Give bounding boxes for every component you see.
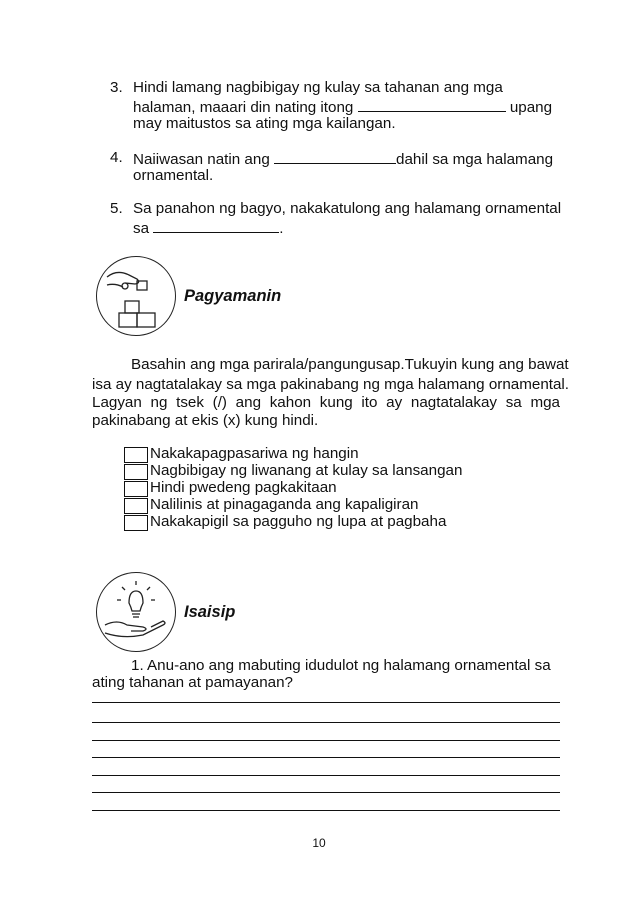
checklist-item: Nakakapigil sa pagguho ng lupa at pagbaha <box>150 513 447 530</box>
question-text: ornamental. <box>133 167 214 184</box>
question-text: sa . <box>133 220 284 237</box>
answer-line[interactable] <box>92 740 560 741</box>
instruction-line: Basahin ang mga parirala/pangungusap.Tukuyin kung ang bawat <box>131 356 569 373</box>
answer-blank[interactable] <box>274 149 396 164</box>
blocks-illustration <box>97 257 175 335</box>
instruction-line: pakinabang at ekis (x) kung hindi. <box>92 412 319 429</box>
reflection-question: ating tahanan at pamayanan? <box>92 674 293 691</box>
answer-blank[interactable] <box>358 97 506 112</box>
lightbulb-illustration <box>97 573 175 651</box>
section-title-pagyamanin: Pagyamanin <box>184 287 282 305</box>
answer-line[interactable] <box>92 775 560 776</box>
answer-checkbox[interactable] <box>124 515 148 531</box>
checklist-item: Hindi pwedeng pagkakitaan <box>150 479 337 496</box>
checklist-item: Nalilinis at pinagaganda ang kapaligiran <box>150 496 419 513</box>
checklist-item: Nakakapagpasariwa ng hangin <box>150 445 359 462</box>
question-number: 3. <box>110 79 123 96</box>
question-text: may maitustos sa ating mga kailangan. <box>133 115 396 132</box>
question-text: halaman, maaari din nating itong upang <box>133 99 553 116</box>
hand-stacking-blocks-icon <box>96 256 176 336</box>
checklist-item: Nagbibigay ng liwanang at kulay sa lansangan <box>150 462 463 479</box>
answer-blank[interactable] <box>153 218 279 233</box>
question-number: 5. <box>110 200 123 217</box>
question-number: 4. <box>110 149 123 166</box>
answer-line[interactable] <box>92 702 560 703</box>
answer-checkbox[interactable] <box>124 481 148 497</box>
answer-line[interactable] <box>92 810 560 811</box>
answer-line[interactable] <box>92 757 560 758</box>
question-text: Hindi lamang nagbibigay ng kulay sa tahanan ang mga <box>133 79 503 96</box>
question-text: Sa panahon ng bagyo, nakakatulong ang halamang ornamental <box>133 200 562 217</box>
answer-line[interactable] <box>92 792 560 793</box>
question-text: Naiiwasan natin ang dahil sa mga halamang <box>133 151 554 168</box>
answer-checkbox[interactable] <box>124 464 148 480</box>
hand-holding-lightbulb-icon <box>96 572 176 652</box>
reflection-question: 1. Anu-ano ang mabuting idudulot ng halamang ornamental sa <box>131 657 551 674</box>
answer-checkbox[interactable] <box>124 498 148 514</box>
instruction-line: isa ay nagtatalakay sa mga pakinabang ng mga halamang ornamental. <box>92 376 570 393</box>
answer-checkbox[interactable] <box>124 447 148 463</box>
section-title-isaisip: Isaisip <box>184 603 236 621</box>
answer-line[interactable] <box>92 722 560 723</box>
instruction-line: Lagyan ng tsek (/) ang kahon kung ito ay nagtatalakay sa mga <box>92 394 560 411</box>
page-number: 10 <box>312 836 326 850</box>
